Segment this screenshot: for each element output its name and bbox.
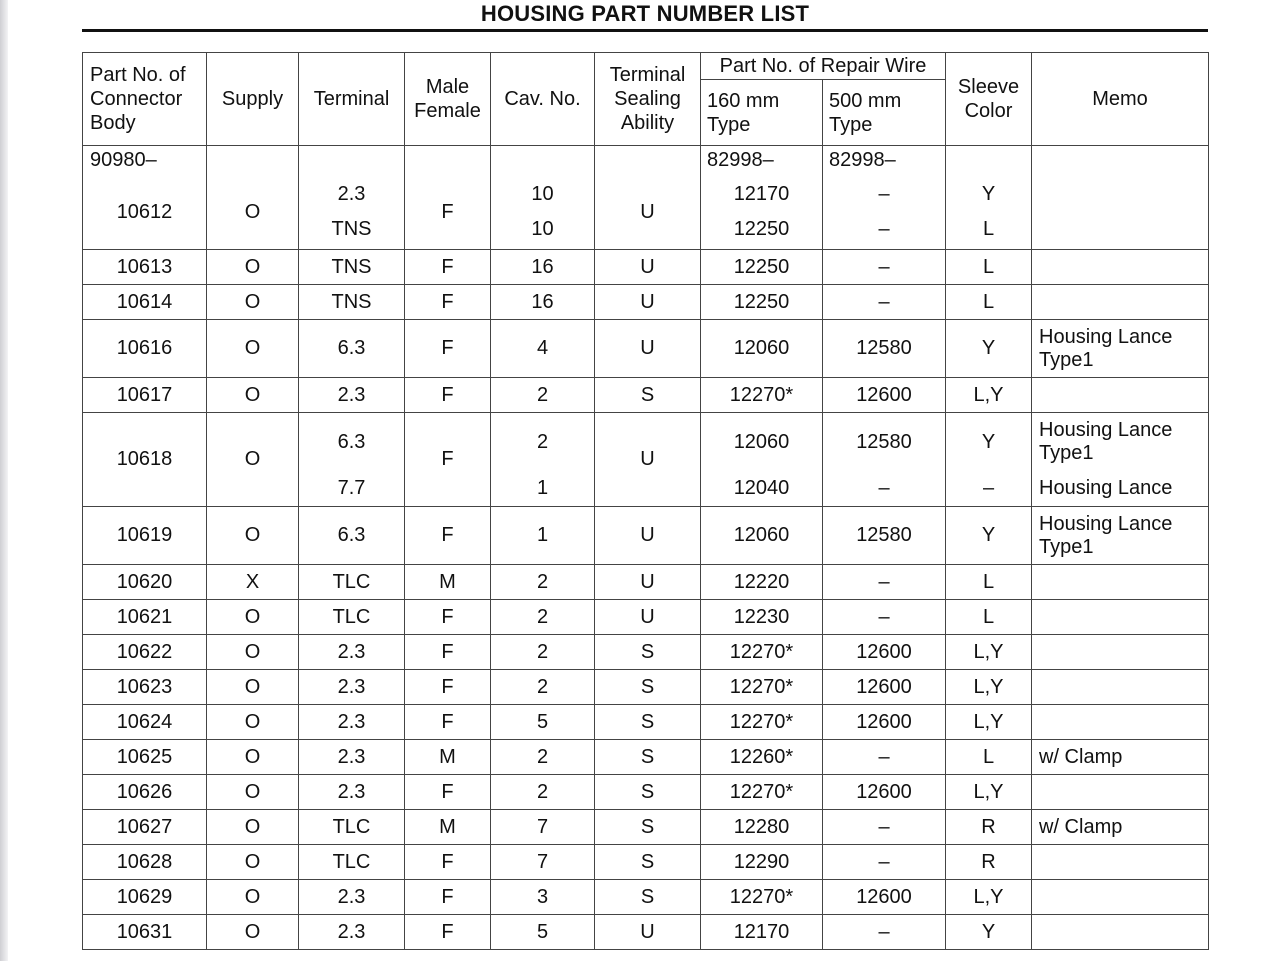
table-row: 10624 O 2.3 F 5 S 12270* 12600 L,Y bbox=[83, 705, 1209, 740]
col-header-160mm: 160 mm Type bbox=[701, 80, 823, 146]
col-header-sleeve-color: Sleeve Color bbox=[946, 53, 1032, 146]
housing-part-table bbox=[82, 52, 1209, 950]
col-header-part-no: Part No. of Connector Body bbox=[83, 53, 207, 146]
table-row: 10631 O 2.3 F 5 U 12170 – Y bbox=[83, 915, 1209, 950]
page-title: HOUSING PART NUMBER LIST bbox=[480, 1, 810, 26]
table-row: 10626 O 2.3 F 2 S 12270* 12600 L,Y bbox=[83, 775, 1209, 810]
col-header-repair-wire: Part No. of Repair Wire bbox=[701, 53, 946, 80]
type500-prefix: 82998– bbox=[823, 146, 946, 176]
col-header-cav-no: Cav. No. bbox=[491, 53, 595, 146]
table-row: 10616 O 6.3 F 4 U 12060 12580 Y Housing Lance Type1 bbox=[83, 320, 1209, 378]
table-row: 10612 O 2.3 TNS F 10 10 U 12170 12250 – – Y L bbox=[83, 176, 1209, 250]
title-rule bbox=[82, 29, 1208, 32]
table-row: 10622 O 2.3 F 2 S 12270* 12600 L,Y bbox=[83, 635, 1209, 670]
table-row: 10629 O 2.3 F 3 S 12270* 12600 L,Y bbox=[83, 880, 1209, 915]
table-row: 10618 O 6.3 F 2 U 12060 12580 Y Housing Lance Type1 bbox=[83, 413, 1209, 472]
table-row: 10620 X TLC M 2 U 12220 – L bbox=[83, 565, 1209, 600]
table-row: 10621 O TLC F 2 U 12230 – L bbox=[83, 600, 1209, 635]
col-header-500mm: 500 mm Type bbox=[823, 80, 946, 146]
table-row: 10614 O TNS F 16 U 12250 – L bbox=[83, 285, 1209, 320]
col-header-terminal: Terminal bbox=[299, 53, 405, 146]
type160-prefix: 82998– bbox=[701, 146, 823, 176]
table-row-sub: 7.7 1 12040 – – Housing Lance bbox=[83, 472, 1209, 507]
col-header-memo: Memo bbox=[1032, 53, 1209, 146]
part-no-prefix: 90980– bbox=[83, 146, 207, 176]
col-header-sealing: Terminal Sealing Ability bbox=[595, 53, 701, 146]
table-row: 10627 O TLC M 7 S 12280 – R w/ Clamp bbox=[83, 810, 1209, 845]
col-header-male-female: Male Female bbox=[405, 53, 491, 146]
table-row: 10628 O TLC F 7 S 12290 – R bbox=[83, 845, 1209, 880]
prefix-row bbox=[83, 146, 1209, 176]
table-row: 10623 O 2.3 F 2 S 12270* 12600 L,Y bbox=[83, 670, 1209, 705]
table-row: 10625 O 2.3 M 2 S 12260* – L w/ Clamp bbox=[83, 740, 1209, 775]
page-edge-shadow bbox=[0, 0, 8, 961]
table-row: 10619 O 6.3 F 1 U 12060 12580 Y Housing Lance Type1 bbox=[83, 507, 1209, 565]
table-row: 10617 O 2.3 F 2 S 12270* 12600 L,Y bbox=[83, 378, 1209, 413]
col-header-supply: Supply bbox=[207, 53, 299, 146]
table-row: 10613 O TNS F 16 U 12250 – L bbox=[83, 250, 1209, 285]
